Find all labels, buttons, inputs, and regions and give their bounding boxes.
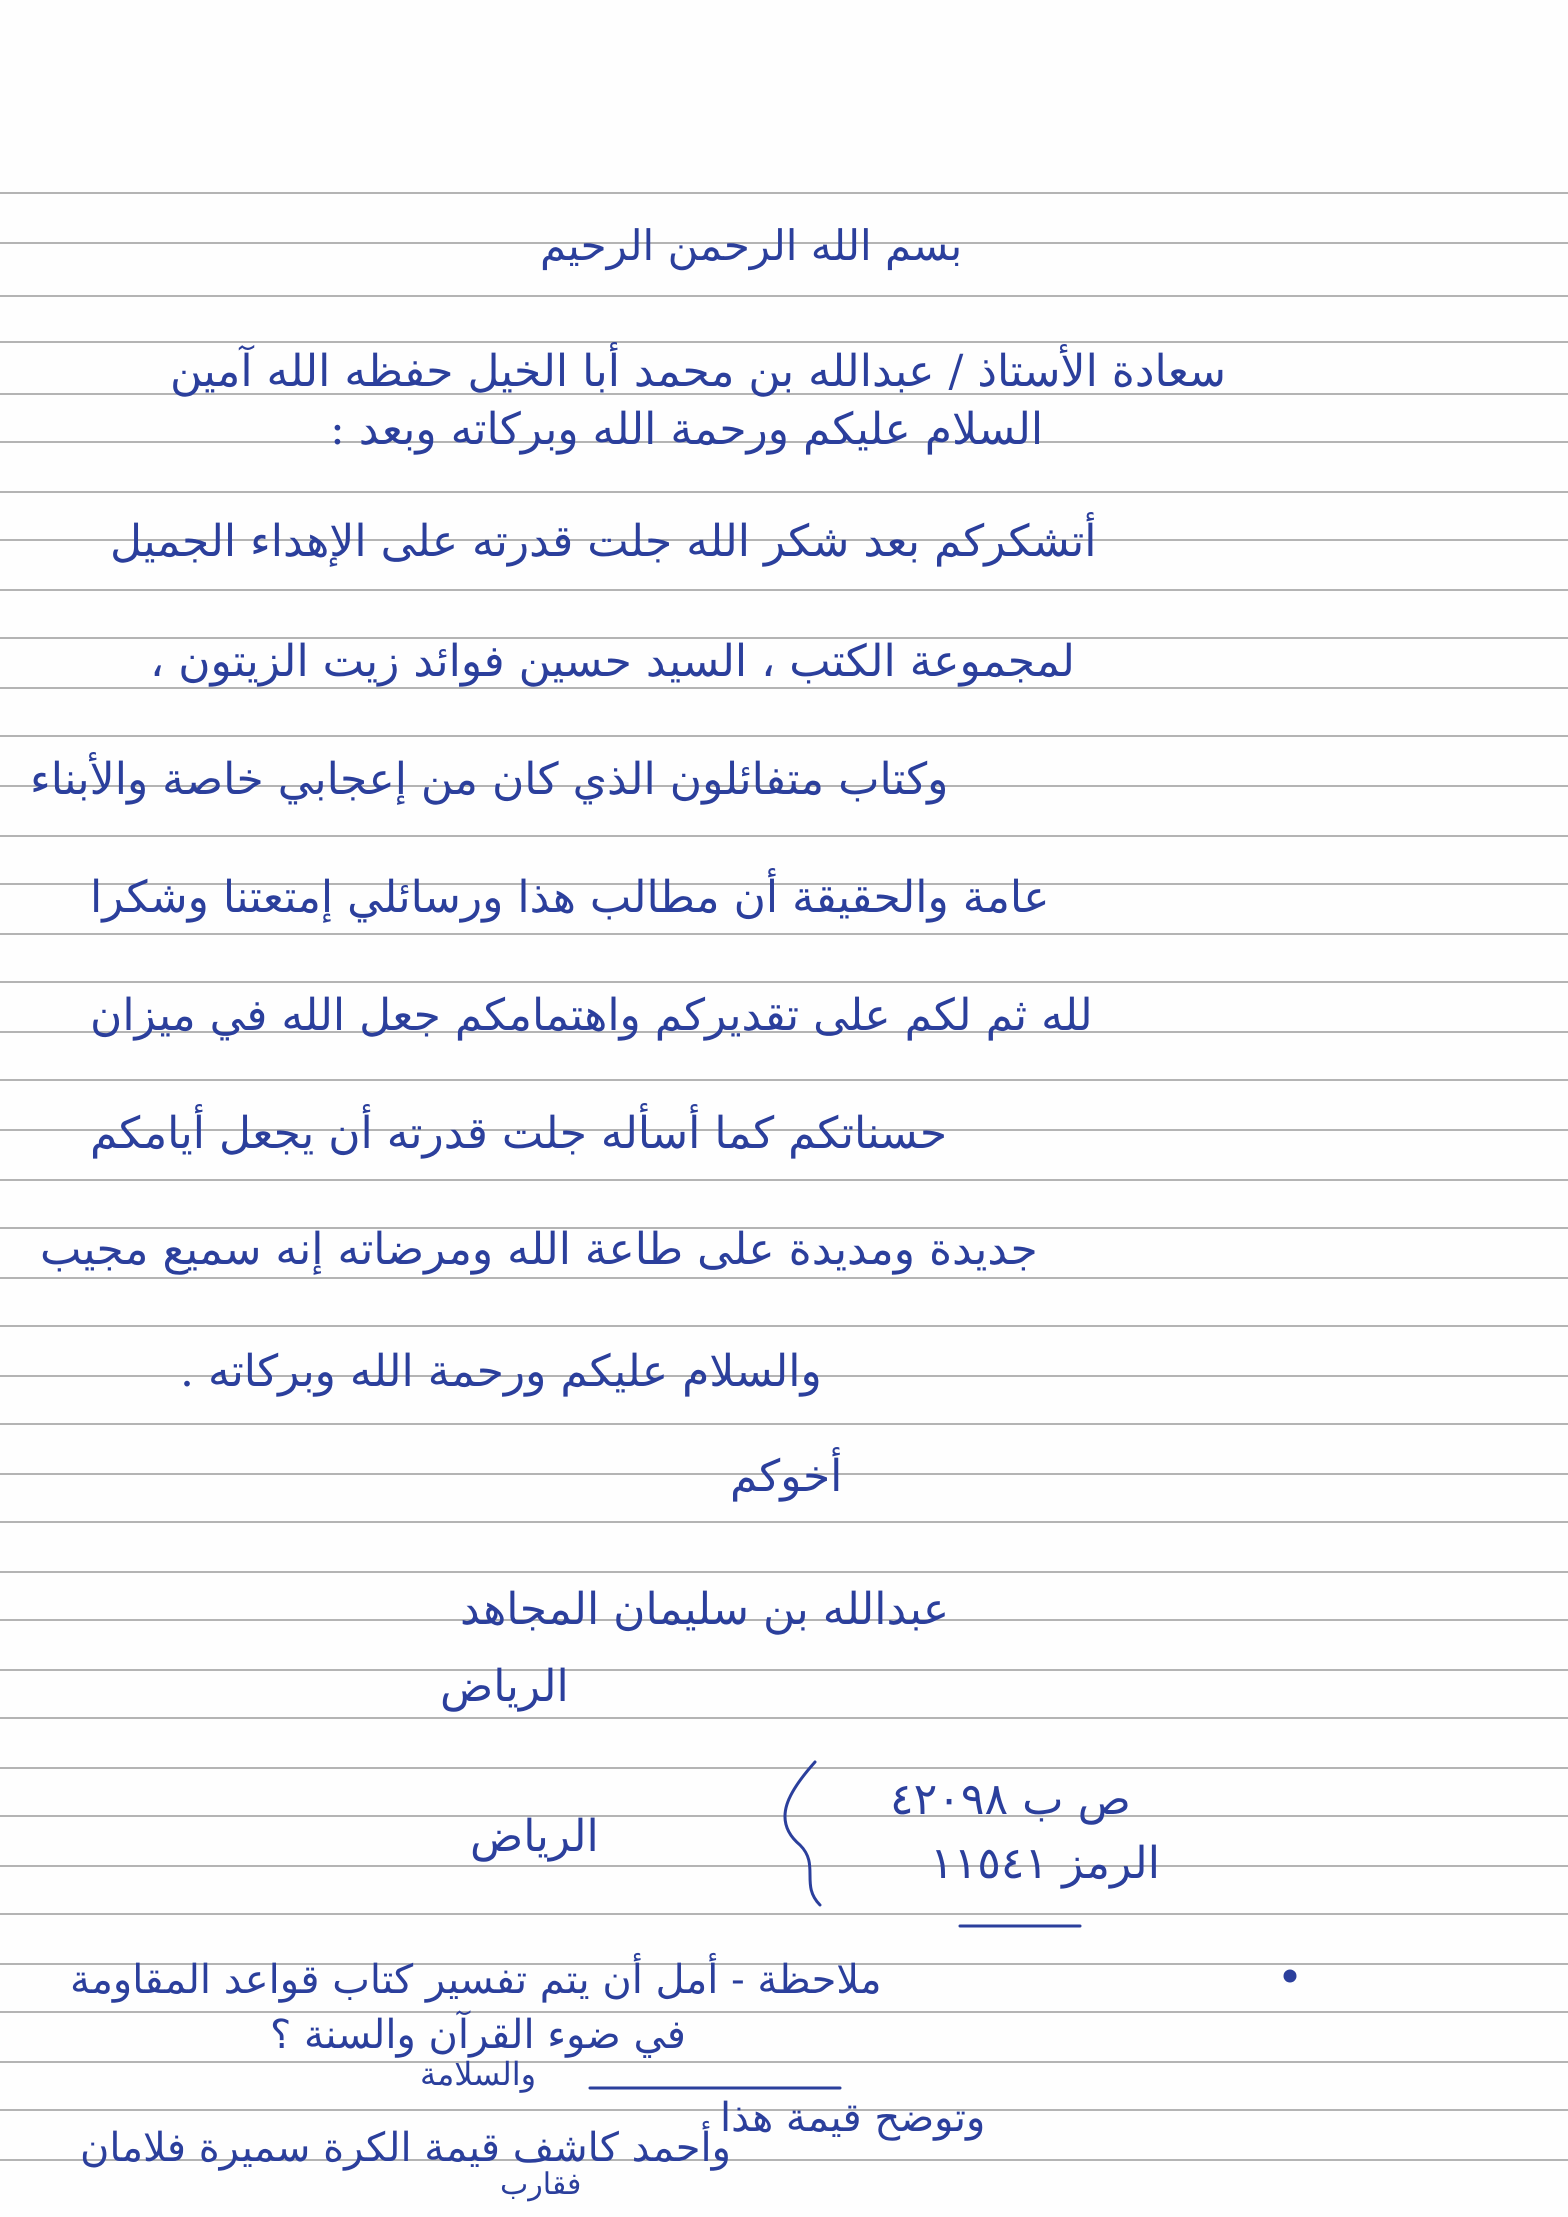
sender-name: عبدالله بن سليمان المجاهد bbox=[460, 1584, 950, 1635]
body-line-3: وكتاب متفائلون الذي كان من إعجابي خاصة والأبناء bbox=[30, 754, 949, 805]
body-line-7: جديدة ومديدة على طاعة الله ومرضاته إنه سميع مجيب bbox=[40, 1224, 1038, 1275]
sign-off: أخوكم bbox=[730, 1451, 843, 1502]
body-line-4: عامة والحقيقة أن مطالب هذا ورسائلي إمتعتنا وشكرا bbox=[90, 872, 1050, 923]
salutation-line-1: سعادة الأستاذ / عبدالله بن محمد أبا الخيل حفظه الله آمين bbox=[170, 346, 1226, 397]
note-line-6: فقارب bbox=[500, 2167, 582, 2202]
body-line-5: لله ثم لكم على تقديركم واهتمامكم جعل الله في ميزان bbox=[90, 990, 1093, 1041]
body-line-1: أتشكركم بعد شكر الله جلت قدرته على الإهداء الجميل bbox=[110, 516, 1097, 567]
po-box: ص ب ٤٢٠٩٨ bbox=[890, 1774, 1131, 1825]
sender-city: الرياض bbox=[440, 1661, 569, 1712]
basmala: بسم الله الرحمن الرحيم bbox=[540, 221, 963, 270]
note-line-1: ملاحظة - أمل أن يتم تفسير كتاب قواعد المقاومة bbox=[70, 1957, 882, 2003]
body-line-6: حسناتكم كما أسأله جلت قدرته أن يجعل أيامكم bbox=[90, 1108, 948, 1159]
closing-line: والسلام عليكم ورحمة الله وبركاته . bbox=[180, 1346, 822, 1397]
postal-code: الرمز ١١٥٤١ bbox=[930, 1838, 1160, 1889]
note-line-4: وتوضح قيمة هذا bbox=[720, 2095, 986, 2141]
salutation-line-2: السلام عليكم ورحمة الله وبركاته وبعد : bbox=[330, 404, 1044, 455]
note-line-3: والسلامة bbox=[420, 2055, 537, 2093]
note-line-2: في ضوء القرآن والسنة ؟ bbox=[270, 2012, 686, 2058]
note-line-5: وأحمد كاشف قيمة الكرة سميرة فلامان bbox=[80, 2125, 731, 2171]
body-line-2: لمجموعة الكتب ، السيد حسين فوائد زيت الزيتون ، bbox=[150, 636, 1075, 687]
po-city: الرياض bbox=[470, 1811, 599, 1862]
